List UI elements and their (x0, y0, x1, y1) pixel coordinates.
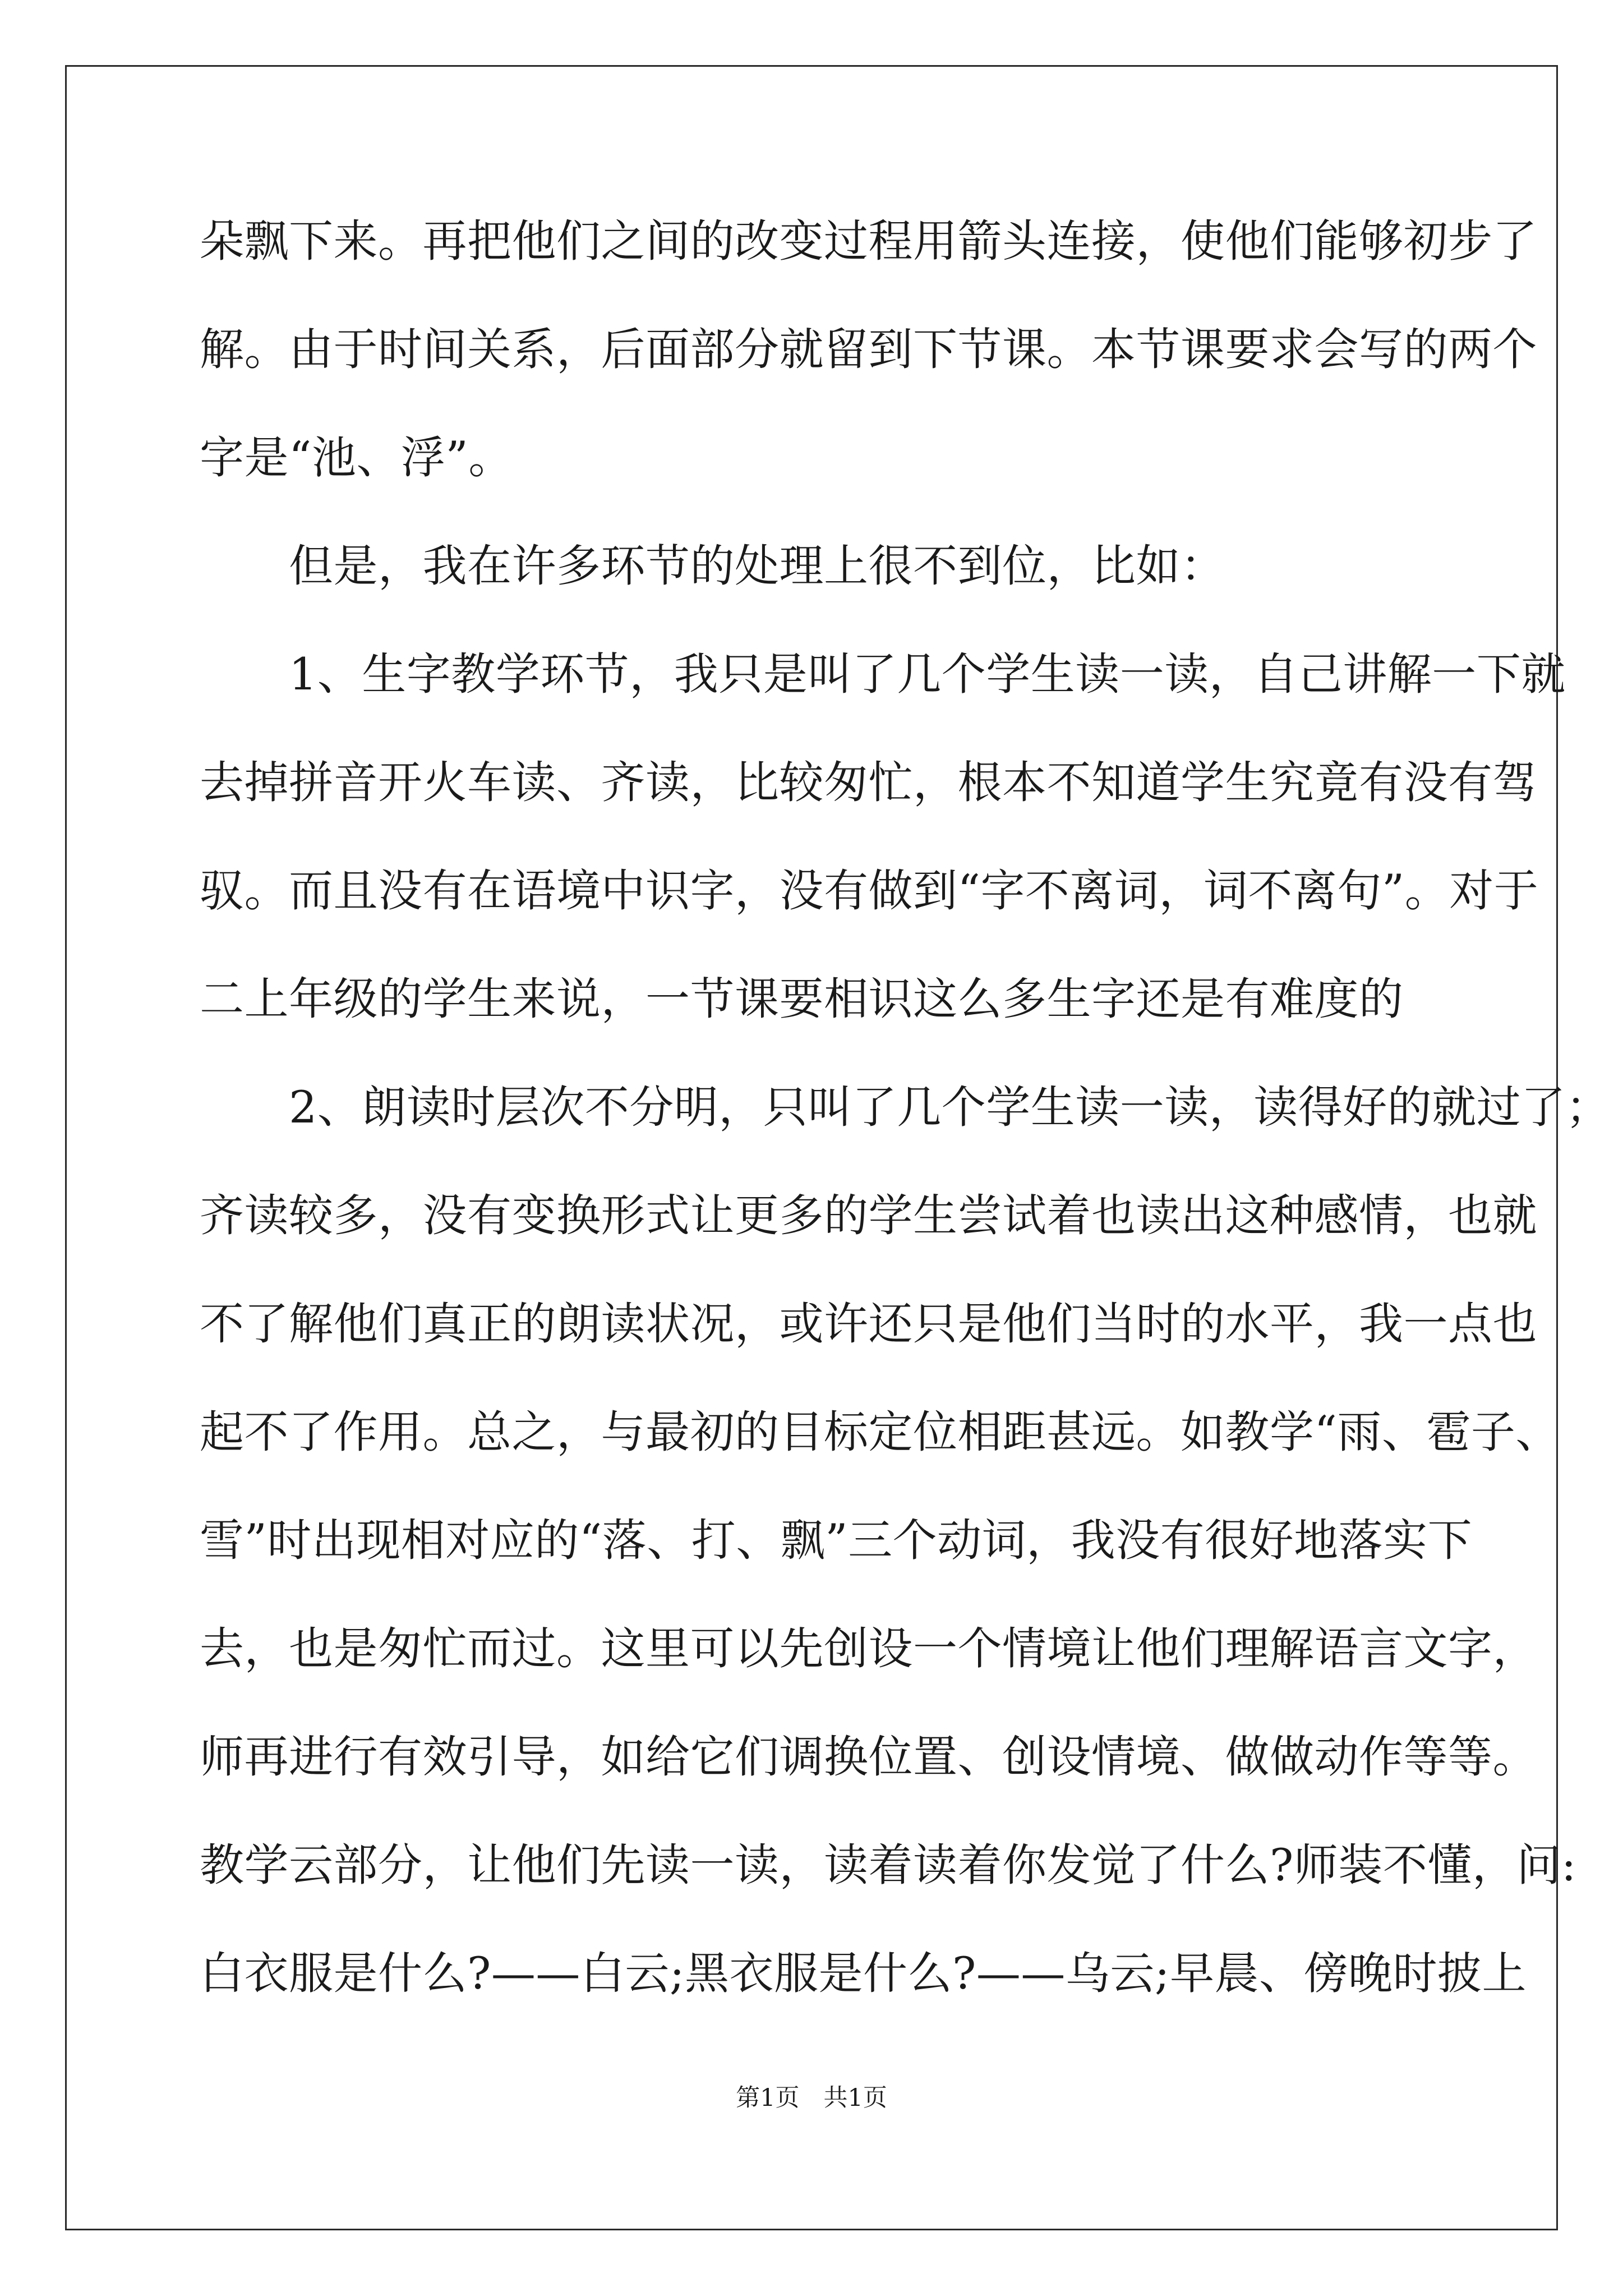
text-line: 解。由于时间关系，后面部分就留到下节课。本节课要求会写的两个 (200, 324, 1537, 375)
text-line: 白衣服是什么?——白云;黑衣服是什么?——乌云;早晨、傍晚时披上 (200, 1948, 1527, 1999)
text-line: 但是，我在许多环节的处理上很不到位，比如： (200, 540, 1225, 592)
page-number-label: 第1页 共1页 (736, 2084, 887, 2112)
text-line: 齐读较多，没有变换形式让更多的学生尝试着也读出这种感情，也就 (200, 1190, 1537, 1241)
page-footer (0, 2081, 1623, 2115)
text-line: 雪”时出现相对应的“落、打、飘”三个动词，我没有很好地落实下 (200, 1515, 1473, 1566)
text-line: 起不了作用。总之，与最初的目标定位相距甚远。如教学“雨、雹子、 (200, 1406, 1560, 1458)
text-line: 去掉拼音开火车读、齐读，比较匆忙，根本不知道学生究竟有没有驾 (200, 757, 1537, 808)
text-line: 2、朗读时层次不分明，只叫了几个学生读一读，读得好的就过了； (200, 1082, 1611, 1133)
document-body (200, 208, 1611, 2048)
text-line: 师再进行有效引导，如给它们调换位置、创设情境、做做动作等等。 (200, 1731, 1537, 1783)
text-line: 去，也是匆忙而过。这里可以先创设一个情境让他们理解语言文字， (200, 1623, 1537, 1674)
text-line: 1、生字教学环节，我只是叫了几个学生读一读，自己讲解一下就 (200, 648, 1566, 700)
text-line: 二上年级的学生来说，一节课要相识这么多生字还是有难度的 (200, 973, 1404, 1025)
text-line: 字是“池、浮”。 (200, 432, 513, 484)
text-line: 驭。而且没有在语境中识字，没有做到“字不离词，词不离句”。对于 (200, 865, 1539, 917)
text-line: 教学云部分，让他们先读一读，读着读着你发觉了什么?师装不懂，问: (200, 1839, 1576, 1891)
text-line: 朵飘下来。再把他们之间的改变过程用箭头连接，使他们能够初步了 (200, 215, 1537, 267)
text-line: 不了解他们真正的朗读状况，或许还只是他们当时的水平，我一点也 (200, 1298, 1537, 1350)
